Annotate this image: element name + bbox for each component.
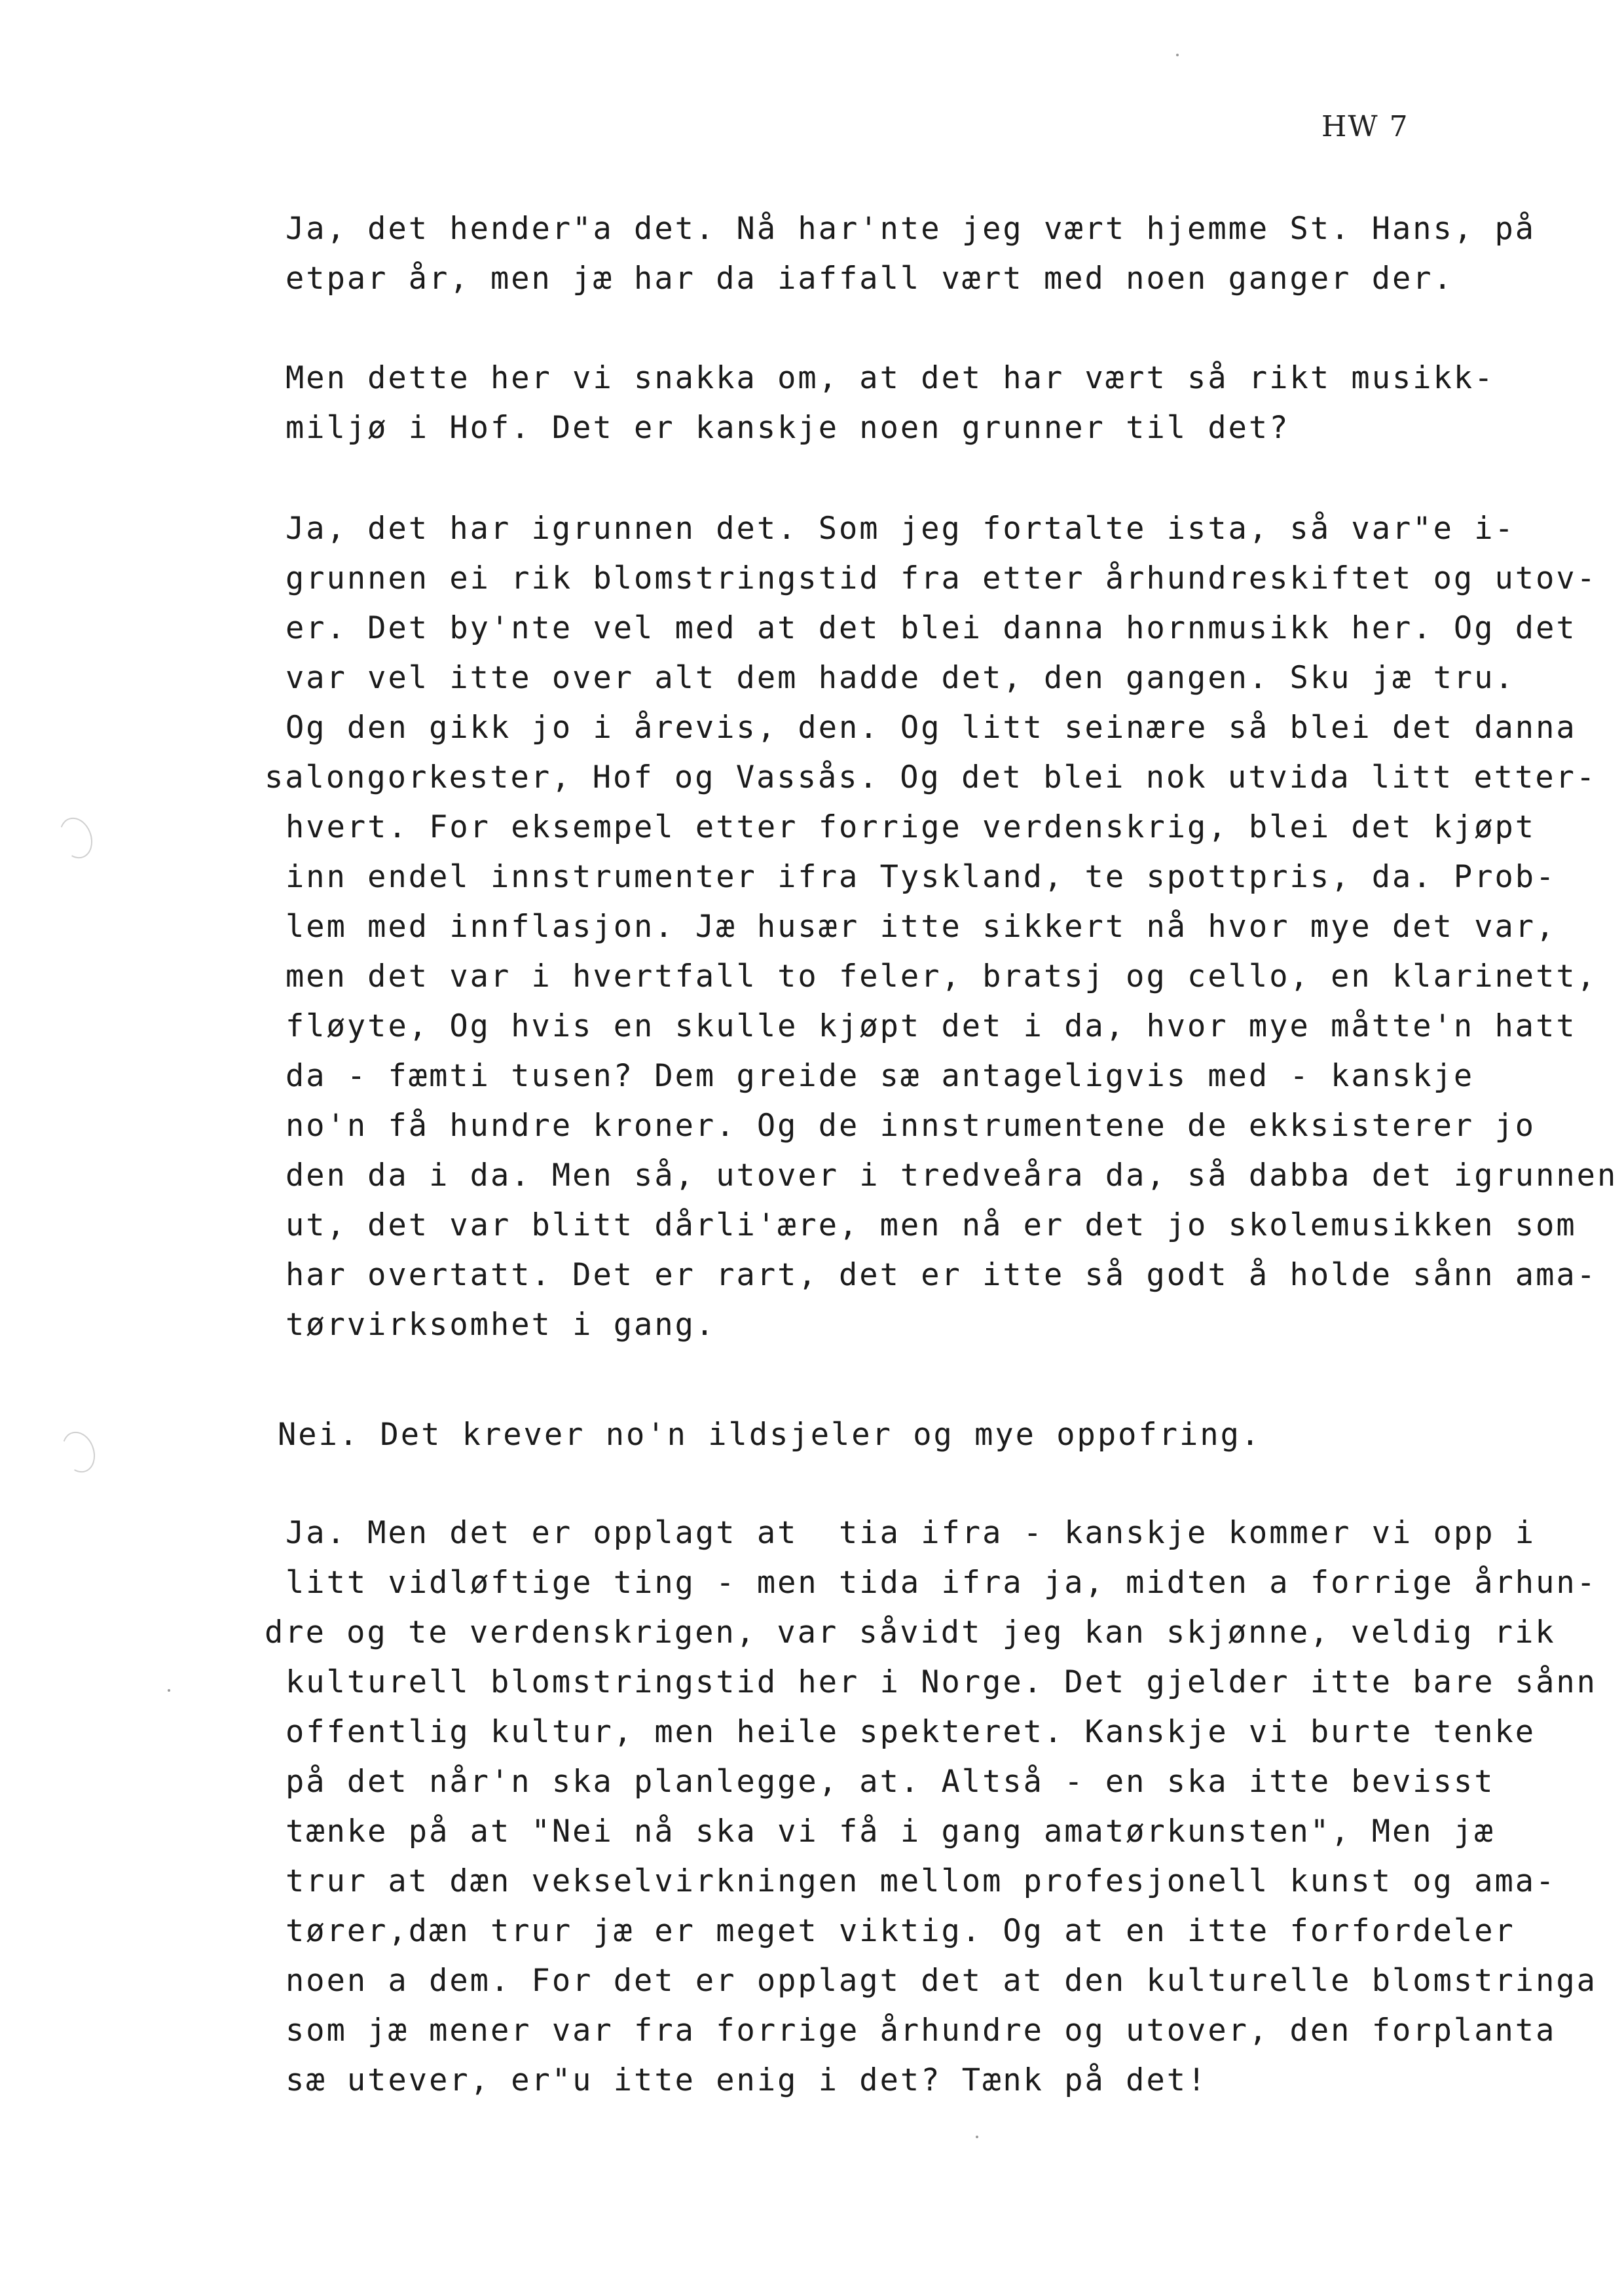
- page-number: HW 7: [1321, 110, 1409, 143]
- text-line: da - fæmti tusen? Dem greide sæ antageligvis med - kanskje: [286, 1058, 1475, 1094]
- text-line: sæ utever, er"u itte enig i det? Tænk på det!: [286, 2062, 1208, 2098]
- text-line: no'n få hundre kroner. Og de innstrumentene de ekksisterer jo: [286, 1108, 1536, 1144]
- text-line: tænke på at "Nei nå ska vi få i gang amatørkunsten", Men jæ: [286, 1813, 1495, 1850]
- text-line: Ja, det har igrunnen det. Som jeg fortalte ista, så var"e i-: [286, 511, 1515, 547]
- text-line: på det når'n ska planlegge, at. Altså - en ska itte bevisst: [286, 1764, 1495, 1800]
- text-line: Nei. Det krever no'n ildsjeler og mye oppofring.: [278, 1417, 1262, 1453]
- text-line: lem med innflasjon. Jæ husær itte sikkert nå hvor mye det var,: [286, 909, 1557, 945]
- text-line: grunnen ei rik blomstringstid fra etter århundreskiftet og utov-: [286, 560, 1597, 596]
- scan-speck: [976, 2136, 978, 2138]
- text-line: den da i da. Men så, utover i tredveåra da, så dabba det igrunnen: [286, 1157, 1618, 1194]
- text-line: etpar år, men jæ har da iaffall vært med noen ganger der.: [286, 261, 1454, 297]
- text-line: tører,dæn trur jæ er meget viktig. Og at en itte forfordeler: [286, 1913, 1515, 1949]
- scan-speck: [168, 1689, 170, 1692]
- text-line: offentlig kultur, men heile spekteret. Kanskje vi burte tenke: [286, 1714, 1536, 1750]
- text-line: salongorkester, Hof og Vassås. Og det blei nok utvida litt etter-: [265, 759, 1597, 795]
- punch-hole-mark: [54, 813, 98, 864]
- text-line: men det var i hvertfall to feler, bratsj og cello, en klarinett,: [286, 958, 1597, 994]
- text-line: litt vidløftige ting - men tida ifra ja, midten a forrige århun-: [286, 1565, 1597, 1601]
- scan-speck: [1176, 54, 1179, 56]
- text-line: Ja. Men det er opplagt at tia ifra - kanskje kommer vi opp i: [286, 1515, 1536, 1551]
- text-line: dre og te verdenskrigen, var såvidt jeg kan skjønne, veldig rik: [265, 1614, 1556, 1650]
- text-line: ut, det var blitt dårli'ære, men nå er det jo skolemusikken som: [286, 1207, 1577, 1243]
- text-line: trur at dæn vekselvirkningen mellom profesjonell kunst og ama-: [286, 1863, 1557, 1899]
- text-line: som jæ mener var fra forrige århundre og utover, den forplanta: [286, 2013, 1557, 2049]
- text-line: miljø i Hof. Det er kanskje noen grunner til det?: [286, 410, 1290, 446]
- text-line: har overtatt. Det er rart, det er itte så godt å holde sånn ama-: [286, 1257, 1597, 1293]
- punch-hole-mark: [57, 1427, 101, 1478]
- text-line: noen a dem. For det er opplagt det at den kulturelle blomstringa: [286, 1963, 1597, 1999]
- text-line: var vel itte over alt dem hadde det, den gangen. Sku jæ tru.: [286, 660, 1515, 696]
- text-line: kulturell blomstringstid her i Norge. Det gjelder itte bare sånn: [286, 1664, 1597, 1700]
- text-line: hvert. For eksempel etter forrige verdenskrig, blei det kjøpt: [286, 809, 1536, 845]
- text-line: Og den gikk jo i årevis, den. Og litt seinære så blei det danna: [286, 710, 1577, 746]
- text-line: Ja, det hender"a det. Nå har'nte jeg vært hjemme St. Hans, på: [286, 211, 1536, 247]
- text-line: inn endel innstrumenter ifra Tyskland, te spottpris, da. Prob-: [286, 859, 1557, 895]
- text-line: er. Det by'nte vel med at det blei danna hornmusikk her. Og det: [286, 610, 1577, 646]
- text-line: tørvirksomhet i gang.: [286, 1307, 716, 1343]
- text-line: Men dette her vi snakka om, at det har vært så rikt musikk-: [286, 360, 1495, 396]
- text-line: fløyte, Og hvis en skulle kjøpt det i da, hvor mye måtte'n hatt: [286, 1008, 1577, 1044]
